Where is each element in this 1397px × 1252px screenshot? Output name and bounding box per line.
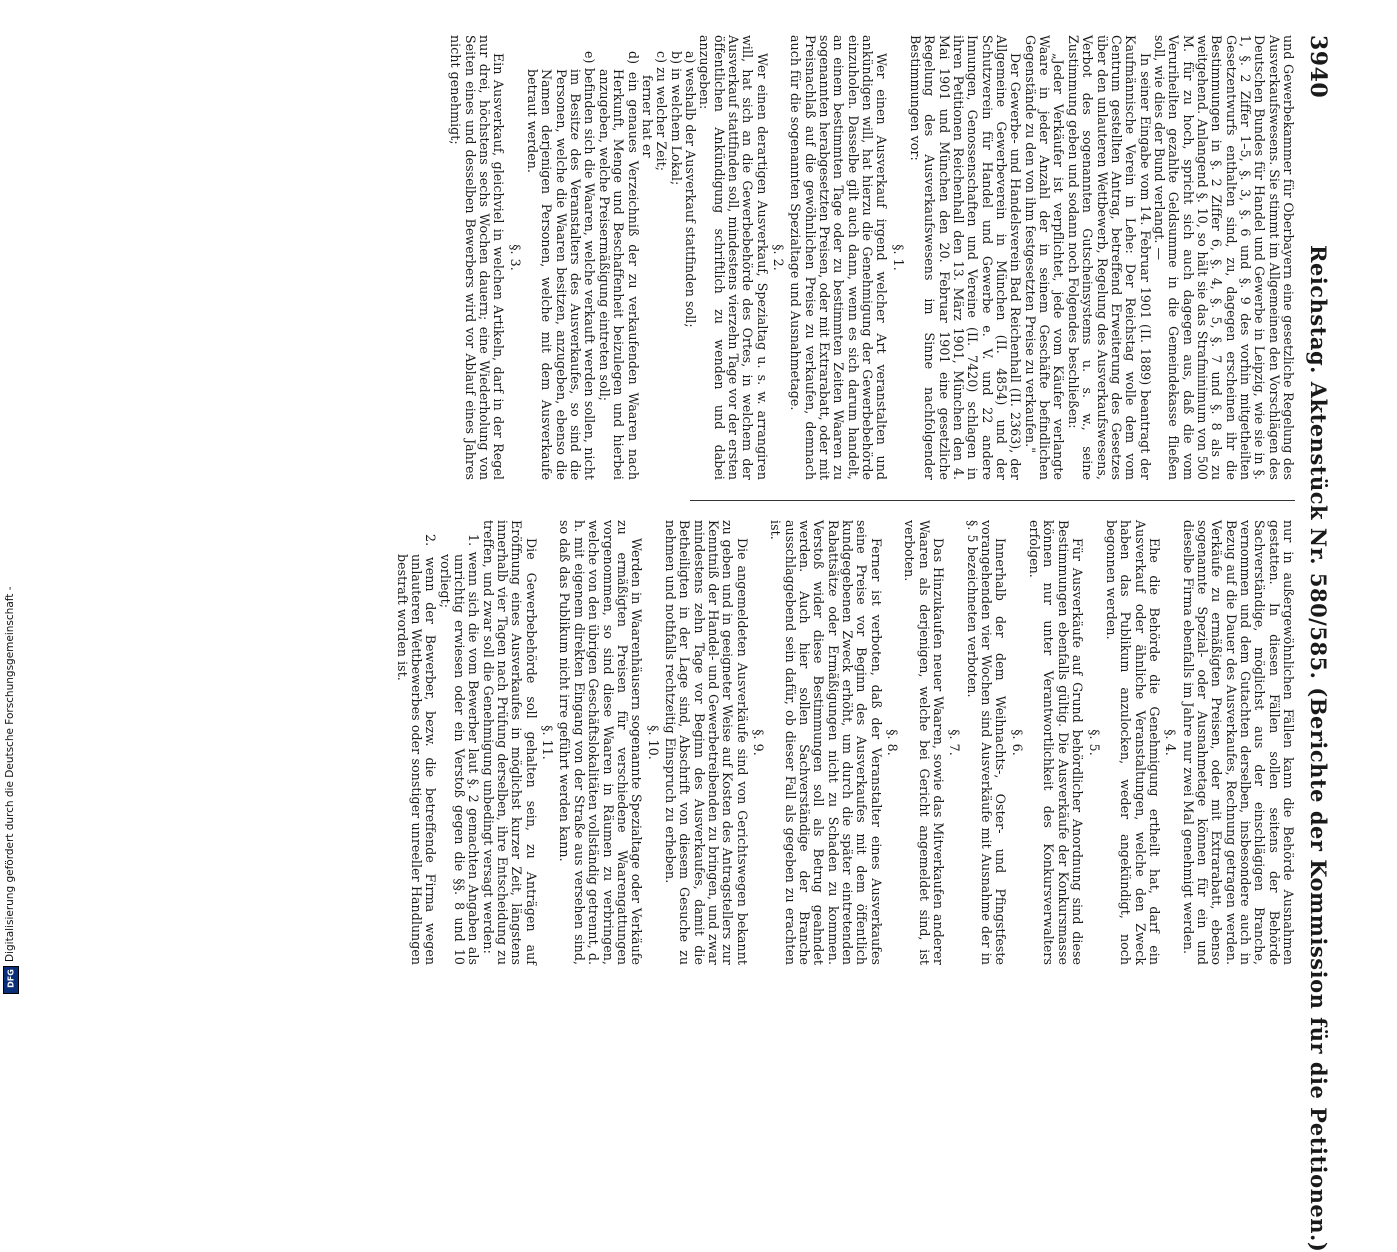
list-item: 2. wenn der Bewerber, bezw. die betreffende Firma wegen unlauteren Wettbewerbes oder sonstiger unreeller Handlungen bestraft worden ist. xyxy=(394,534,439,965)
right-column xyxy=(394,520,1295,965)
section-text: Ferner ist verboten, daß der Veranstalter eines Ausverkaufes seine Preise vor Beginn des Ausverkaufes mit dem öffentlich kundgegebenen Zweck erhöht, um durch die später eintretenden Rabattsätze oder Ermäßigungen nicht zu Schaden zu kommen. Verstoß wider diese Bestimmungen soll als Betrug geahndet werden. Auch hier sollen Sachverständige der Branche ausschlaggebend sein dafür, ob dieser Fall als gegeben zu erachten ist. xyxy=(768,520,884,965)
section-heading: §. 4. xyxy=(1163,729,1179,756)
paragraph: Der Gewerbe- und Handelsverein Bad Reichenhall (II. 2363), der Allgemeine Gewerbeverein in München (II. 4854) und der Schutzverein für Handel und Gewerbe e. V. und 22 andere Innungen, Genossenschaften und Vereine (II. 7420) schlagen in ihren Petitionen Reichenhall den 13. März 1901, München den 4. Mai 1901 und München den 20. Februar 1901 eine gesetzliche Regelung des Ausverkaufswesens im Sinne nachfolgender Bestimmungen vor: xyxy=(908,35,1024,480)
funding-notice: Digitalisierung gefördert durch die Deutsche Forschungsgemeinschaft - xyxy=(4,586,16,962)
running-title: Reichstag. Aktenstück Nr. 580/585. (Berichte der Kommission für die Petitionen.) xyxy=(1306,245,1331,1252)
section-heading: §. 7. xyxy=(947,729,963,756)
section-heading: §. 8. xyxy=(885,729,901,756)
section-heading: §. 3. xyxy=(507,244,523,271)
rotated-document-page xyxy=(97,35,1337,1252)
list-item: e) befinden sich die Waaren, welche verkauft werden sollen, nicht im Besitze des Veranstalters des Ausverkaufes, so sind die Personen, welche die Waaren besitzen, anzugeben, ebenso die Namen derjenigen Personen, welche mit dem Ausverkaufe betraut werden. xyxy=(525,51,598,480)
paragraph: und Gewerbekammer für Oberbayern eine gesetzliche Regelung des Ausverkaufswesens. Sie stimmt im Allgemeinen den Vorschlägen des Deutschen Bundes für Handel und Gewerbe in Leipzig, wie sie in §. 1, §. 2 Ziffer 1–5, §. 3, §. 6 und §. 9 des vorhin mitgetheilten Gesetzentwurfs enthalten sind, zu, dagegen erscheinen ihr die Bestimmungen in §. 2 Ziffer 6, §. 4, §. 5, §. 7 und §. 8 als zu weitgehend. Anlangend §. 10, so hält sie das Strafminimum von 500 M. für zu hoch, spricht sich auch dagegen aus, daß die vom Veruriheilten gezahlte Geldsumme in die Gemeindekasse fließen soll, wie dies der Bund verlangt. — xyxy=(1151,35,1296,480)
section-heading: §. 5. xyxy=(1086,729,1102,756)
list-connector: ferner hat er xyxy=(639,75,655,158)
section-text: Wer einen Ausverkauf irgend welcher Art veranstalten und ankündigen will, hat hierzu die Genehmigung der Gewerbebehörde einzuholen. Dasselbe gilt auch dann, wenn es sich darum handelt, an einem bestimmten Tage oder zu bestimmten Zeiten Waaren zu sogenannten herabgesetzten Preisen, oder mit Extrarabatt, oder mit Preisnachlaß auf die gewöhnlichen Preise zu verkaufen, demnach auch für die sogenannten Spezialtage und Ausnahmetage. xyxy=(788,35,890,480)
column-divider xyxy=(690,500,1295,501)
list-item: a) weshalb der Ausverkauf stattfinden soll; xyxy=(682,51,698,328)
list-item: b) in welchem Lokal; xyxy=(668,51,684,186)
section-text: Für Ausverkäufe auf Grund behördlicher Anordnung sind diese Bestimmungen ebenfalls gültig. Die Ausverkäufe der Konkursmasse können nur unter Verantwortlichkeit des Konkursverwalters erfolgen. xyxy=(1027,520,1086,965)
dfg-logo xyxy=(3,966,19,994)
dfg-logo-label: DFG xyxy=(6,969,16,988)
paragraph: nur in außergewöhnlichen Fällen kann die Behörde Ausnahmen gestatten. In diesen Fällen sollen seitens der Behörde Sachverständige, möglichst aus der einschlägigen Branche, vernommen und dem Gutachten derselben, insbesondere auch in Bezug auf die Dauer des Ausverkaufes, Rechnung getragen werden. Verkäufe zu ermäßigten Preisen, oder mit Extrarabatt, ebenso sogenannte Spezial- oder Ausnahmetage können für ein und dieselbe Firma ebenfalls im Jahre nur zwei Mal genehmigt werden. xyxy=(1180,520,1296,965)
page-header xyxy=(1297,35,1337,1252)
paragraph: In seiner Eingabe vom 14. Februar 1901 (II. 1889) beantragt der Kaufmännische Verein in Lehe: Der Reichstag wolle dem vom Centrum gestellten Antrag, betreffend Erweiterung des Gesetzes über den unlauteren Wettbewerb, Regelung des Ausverkaufswesens, Verbot des sogenannten Gutscheinsystems u. s. w., seine Zustimmung geben und sodann noch Folgendes beschließen: xyxy=(1065,35,1153,480)
quoted-proposal: „Jeder Verkäufer ist verpflichtet, jede vom Käufer verlangte Waare in jeder Anzahl der in seinem Geschäfte befindlichen Gegenstände zu den von ihm festgesetzten Preise zu verkaufen." xyxy=(1022,35,1067,480)
section-text: Wer einen derartigen Ausverkauf, Spezialtag u. s. w. arrangiren will, hat sich an die Gewerbebehörde des Ortes, in welchem der Ausverkauf stattfinden soll, mindestens vierzehn Tage vor der ersten öffentlichen Ankündigung schriftlich zu wenden und dabei anzugeben: xyxy=(697,35,770,480)
section-text: Die angemeldeten Ausverkäufe sind von Gerichtswegen bekannt zu geben und in geeigneter Weise auf Kosten des Antragstellers zur Kenntniß der Handel- und Gewerbetreibenden zu bringen, und zwar mindestens zehn Tage vor Beginn des Ausverkaufes, damit die Betheiligten in der Lage sind, Abschrift von diesem Gesuche zu nehmen und nothfalls rechtzeitig Einspruch zu erheben. xyxy=(662,520,750,965)
page-number: 3940 xyxy=(1305,35,1331,99)
section-heading: §. 2. xyxy=(770,244,786,271)
section-heading: §. 11. xyxy=(540,725,556,760)
section-text: Das Hinzukaufen neuer Waaren, sowie das Mitverkaufen anderer Waaren als derjenigen, welche bei Gericht angemeldet sind, ist verboten. xyxy=(902,520,947,965)
digitization-credit xyxy=(2,0,18,1000)
list-item: 1. wenn sich die vom Bewerber laut §. 2 gemachten Angaben als unrichtig erwiesen oder ein Verstoß gegen die §§. 8 und 10 vorliegt; xyxy=(437,534,482,965)
section-heading: §. 6. xyxy=(1009,729,1025,756)
section-text: Werden in Waarenhäusern sogenannte Spezialtage oder Verkäufe zu ermäßigten Preisen für verschiedene Waarengattungen vorgenommen, so sind diese Waaren in Räumen zu verbringen, welche von den übrigen Geschäftslokalitäten vollständig getrennt, d. h. mit eigenem direkten Eingang von der Straße aus versehen sind, so daß das Publikum nicht irre geführt werden kann. xyxy=(557,520,645,965)
section-text: Ehe die Behörde die Genehmigung ertheilt hat, darf ein Ausverkauf oder ähnliche Veranstaltungen, welche den Zweck haben das Publikum anzulocken, weder angekündigt, noch begonnen werden. xyxy=(1103,520,1162,965)
list-item: d) ein genaues Verzeichniß der zu verkaufenden Waaren nach Herkunft, Menge und Beschaffenheit beizulegen und hierbei anzugeben, welche Preisermäßigung eintreten soll; xyxy=(596,51,641,480)
section-heading: §. 1. xyxy=(890,244,906,271)
section-heading: §. 9. xyxy=(750,729,766,756)
section-text: Innerhalb der dem Weihnachts-, Oster- und Pfingstfeste vorangehenden vier Wochen sind Ausverkäufe mit Ausnahme der in §. 5 bezeichneten verboten. xyxy=(964,520,1009,965)
section-text: Ein Ausverkauf, gleichviel in welchen Artikeln, darf in der Regel nur drei, höchstens sechs Wochen dauern; eine Wiederholung von Seiten eines und desselben Bewerbers wird vor Ablauf eines Jahres nicht genehmigt; xyxy=(448,35,507,480)
list-item: c) zu welcher Zeit; xyxy=(654,51,670,172)
section-heading: §. 10. xyxy=(645,725,661,760)
left-column xyxy=(448,35,1295,480)
section-text: Die Gewerbebehörde soll gehalten sein, zu Anträgen auf Eröffnung eines Ausverkaufes in möglichst kurzer Zeit, längstens innerhalb vier Tagen nach Prüfung derselben, ihre Entscheidung zu treffen, und zwar soll die Genehmigung unbedingt versagt werden: xyxy=(480,520,539,965)
